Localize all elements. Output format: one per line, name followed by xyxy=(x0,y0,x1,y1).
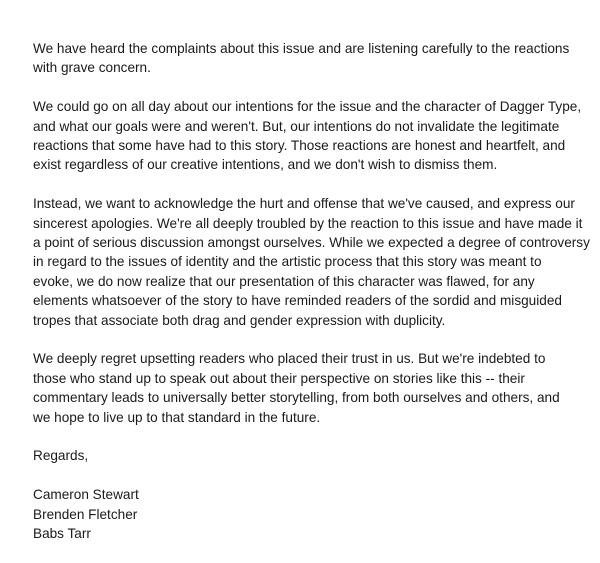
paragraph-1 xyxy=(33,39,593,78)
signatures xyxy=(33,485,593,543)
text-line: exist regardless of our creative intentions, and we don't wish to dismiss them. xyxy=(33,157,498,173)
text-line: in regard to the issues of identity and the artistic process that this story was meant to xyxy=(33,254,542,270)
text-line: we hope to live up to that standard in the future. xyxy=(33,409,321,425)
signatory-name: Brenden Fletcher xyxy=(33,506,138,522)
signatory-name: Cameron Stewart xyxy=(33,487,139,503)
paragraph-2 xyxy=(33,97,593,175)
signatory-name: Babs Tarr xyxy=(33,526,91,542)
text-line: elements whatsoever of the story to have reminded readers of the sordid and misguided xyxy=(33,293,562,309)
text-line: Instead, we want to acknowledge the hurt and offense that we've caused, and express our xyxy=(33,196,575,212)
statement-document xyxy=(33,39,593,563)
text-line: a point of serious discussion amongst ourselves. While we expected a degree of controversy xyxy=(33,235,590,251)
text-line: We have heard the complaints about this issue and are listening carefully to the reactions xyxy=(33,41,570,56)
closing xyxy=(33,446,593,465)
text-line: sincerest apologies. We're all deeply troubled by the reaction to this issue and have made it xyxy=(33,215,583,231)
text-line: reactions that some have had to this story. Those reactions are honest and heartfelt, and xyxy=(33,138,566,154)
text-line: tropes that associate both drag and gender expression with duplicity. xyxy=(33,312,446,328)
closing-text: Regards, xyxy=(33,448,89,464)
paragraph-3 xyxy=(33,194,593,330)
text-line: We deeply regret upsetting readers who placed their trust in us. But we're indebted to xyxy=(33,351,546,367)
paragraph-4 xyxy=(33,349,593,427)
text-line: We could go on all day about our intentions for the issue and the character of Dagger Type, xyxy=(33,99,582,115)
text-line: commentary leads to universally better storytelling, from both ourselves and others, and xyxy=(33,390,560,406)
text-line: evoke, we do now realize that our presentation of this character was flawed, for any xyxy=(33,273,535,289)
text-line: with grave concern. xyxy=(33,60,151,76)
text-line: and what our goals were and weren't. But, our intentions do not invalidate the legitimate xyxy=(33,118,560,134)
text-line: those who stand up to speak out about their perspective on stories like this -- their xyxy=(33,370,525,386)
